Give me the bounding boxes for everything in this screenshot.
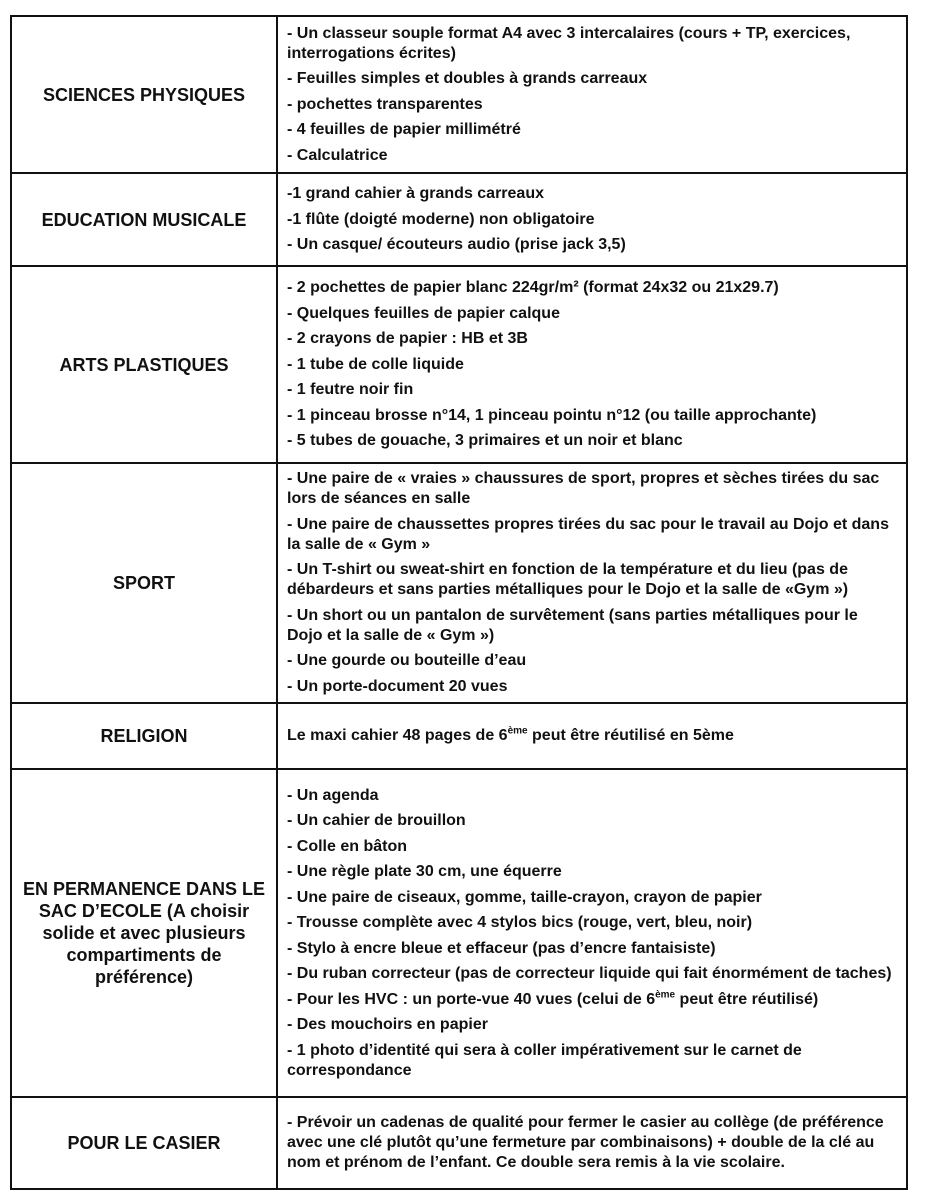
list-item: - Une règle plate 30 cm, une équerre bbox=[287, 863, 562, 880]
list-item: - Quelques feuilles de papier calque bbox=[287, 304, 560, 322]
items-cell-casier bbox=[277, 1097, 907, 1189]
subject-education-musicale: EDUCATION MUSICALE bbox=[11, 173, 277, 266]
subject-permanence: EN PERMANENCE DANS LE SAC D’ECOLE (A choisir solide et avec plusieurs compartiments de préférence) bbox=[11, 769, 277, 1097]
list-item: - 2 crayons de papier : HB et 3B bbox=[287, 330, 528, 347]
items-cell-arts bbox=[277, 266, 907, 463]
list-item: - Une paire de « vraies » chaussures de sport, propres et sèches tirées du sac lors de séances en salle bbox=[287, 470, 880, 508]
items-cell-religion bbox=[277, 703, 907, 769]
table-row-sciences bbox=[11, 16, 907, 173]
supplies-table bbox=[10, 15, 908, 1190]
table-row-casier bbox=[11, 1097, 907, 1189]
subject-sciences-physiques: SCIENCES PHYSIQUES bbox=[11, 16, 277, 173]
table-row-permanence bbox=[11, 769, 907, 1097]
list-item: - 1 photo d’identité qui sera à coller impérativement sur le carnet de correspondance bbox=[287, 1041, 802, 1079]
list-item: - Un T-shirt ou sweat-shirt en fonction de la température et du lieu (pas de débardeurs et sans parties métalliques pour le Dojo et la salle de «Gym ») bbox=[287, 561, 849, 599]
list-item: Le maxi cahier 48 pages de 6ème peut être réutilisé en 5ème bbox=[287, 725, 734, 744]
list-item: - Des mouchoirs en papier bbox=[287, 1016, 488, 1033]
list-item: - 1 feutre noir fin bbox=[287, 381, 414, 398]
list-item: - Stylo à encre bleue et effaceur (pas d’encre fantaisiste) bbox=[287, 939, 716, 957]
list-item: - 4 feuilles de papier millimétré bbox=[287, 121, 521, 138]
table-row-musique bbox=[11, 173, 907, 266]
list-item: - Prévoir un cadenas de qualité pour fermer le casier au collège (de préférence avec une clé plutôt qu’une fermeture par combinaisons) + double de la clé au nom et prénom de l’enfant. Ce double sera remis à la vie scolaire. bbox=[287, 1114, 884, 1171]
subject-arts-plastiques: ARTS PLASTIQUES bbox=[11, 266, 277, 463]
items-cell-musique bbox=[277, 173, 907, 266]
subject-religion: RELIGION bbox=[11, 703, 277, 769]
subject-casier: POUR LE CASIER bbox=[11, 1097, 277, 1189]
list-item: - Un porte-document 20 vues bbox=[287, 677, 508, 695]
list-item: - Trousse complète avec 4 stylos bics (rouge, vert, bleu, noir) bbox=[287, 914, 753, 931]
items-cell-sciences bbox=[277, 16, 907, 173]
subject-sport: SPORT bbox=[11, 463, 277, 703]
list-item: - 2 pochettes de papier blanc 224gr/m² (format 24x32 ou 21x29.7) bbox=[287, 279, 779, 296]
table-row-religion bbox=[11, 703, 907, 769]
list-item: - pochettes transparentes bbox=[287, 95, 483, 113]
table-row-sport bbox=[11, 463, 907, 703]
list-item: - Un short ou un pantalon de survêtement (sans parties métalliques pour le Dojo et la salle de « Gym ») bbox=[287, 606, 858, 644]
list-item: - Un casque/ écouteurs audio (prise jack 3,5) bbox=[287, 236, 626, 253]
list-item: - Du ruban correcteur (pas de correcteur liquide qui fait énormément de taches) bbox=[287, 965, 892, 982]
list-item: - Une paire de chaussettes propres tirées du sac pour le travail au Dojo et dans la salle de « Gym » bbox=[287, 515, 889, 553]
list-item: - 5 tubes de gouache, 3 primaires et un noir et blanc bbox=[287, 432, 683, 449]
list-item: - Une paire de ciseaux, gomme, taille-crayon, crayon de papier bbox=[287, 888, 762, 906]
list-item: -1 grand cahier à grands carreaux bbox=[287, 185, 544, 202]
list-item: - Une gourde ou bouteille d’eau bbox=[287, 652, 527, 670]
list-item: - Colle en bâton bbox=[287, 837, 407, 855]
table-row-arts bbox=[11, 266, 907, 463]
list-item: - Un cahier de brouillon bbox=[287, 812, 466, 829]
list-item: -1 flûte (doigté moderne) non obligatoire bbox=[287, 210, 595, 228]
list-item: - Un agenda bbox=[287, 786, 379, 804]
items-cell-sport bbox=[277, 463, 907, 703]
list-item: - Feuilles simples et doubles à grands carreaux bbox=[287, 70, 648, 87]
items-cell-permanence bbox=[277, 769, 907, 1097]
list-item: - Calculatrice bbox=[287, 146, 388, 164]
list-item: - 1 tube de colle liquide bbox=[287, 355, 464, 373]
list-item: - Un classeur souple format A4 avec 3 intercalaires (cours + TP, exercices, interrogations écrites) bbox=[287, 24, 851, 62]
list-item: - Pour les HVC : un porte-vue 40 vues (celui de 6ème peut être réutilisé) bbox=[287, 989, 819, 1008]
list-item: - 1 pinceau brosse n°14, 1 pinceau pointu n°12 (ou taille approchante) bbox=[287, 406, 817, 424]
